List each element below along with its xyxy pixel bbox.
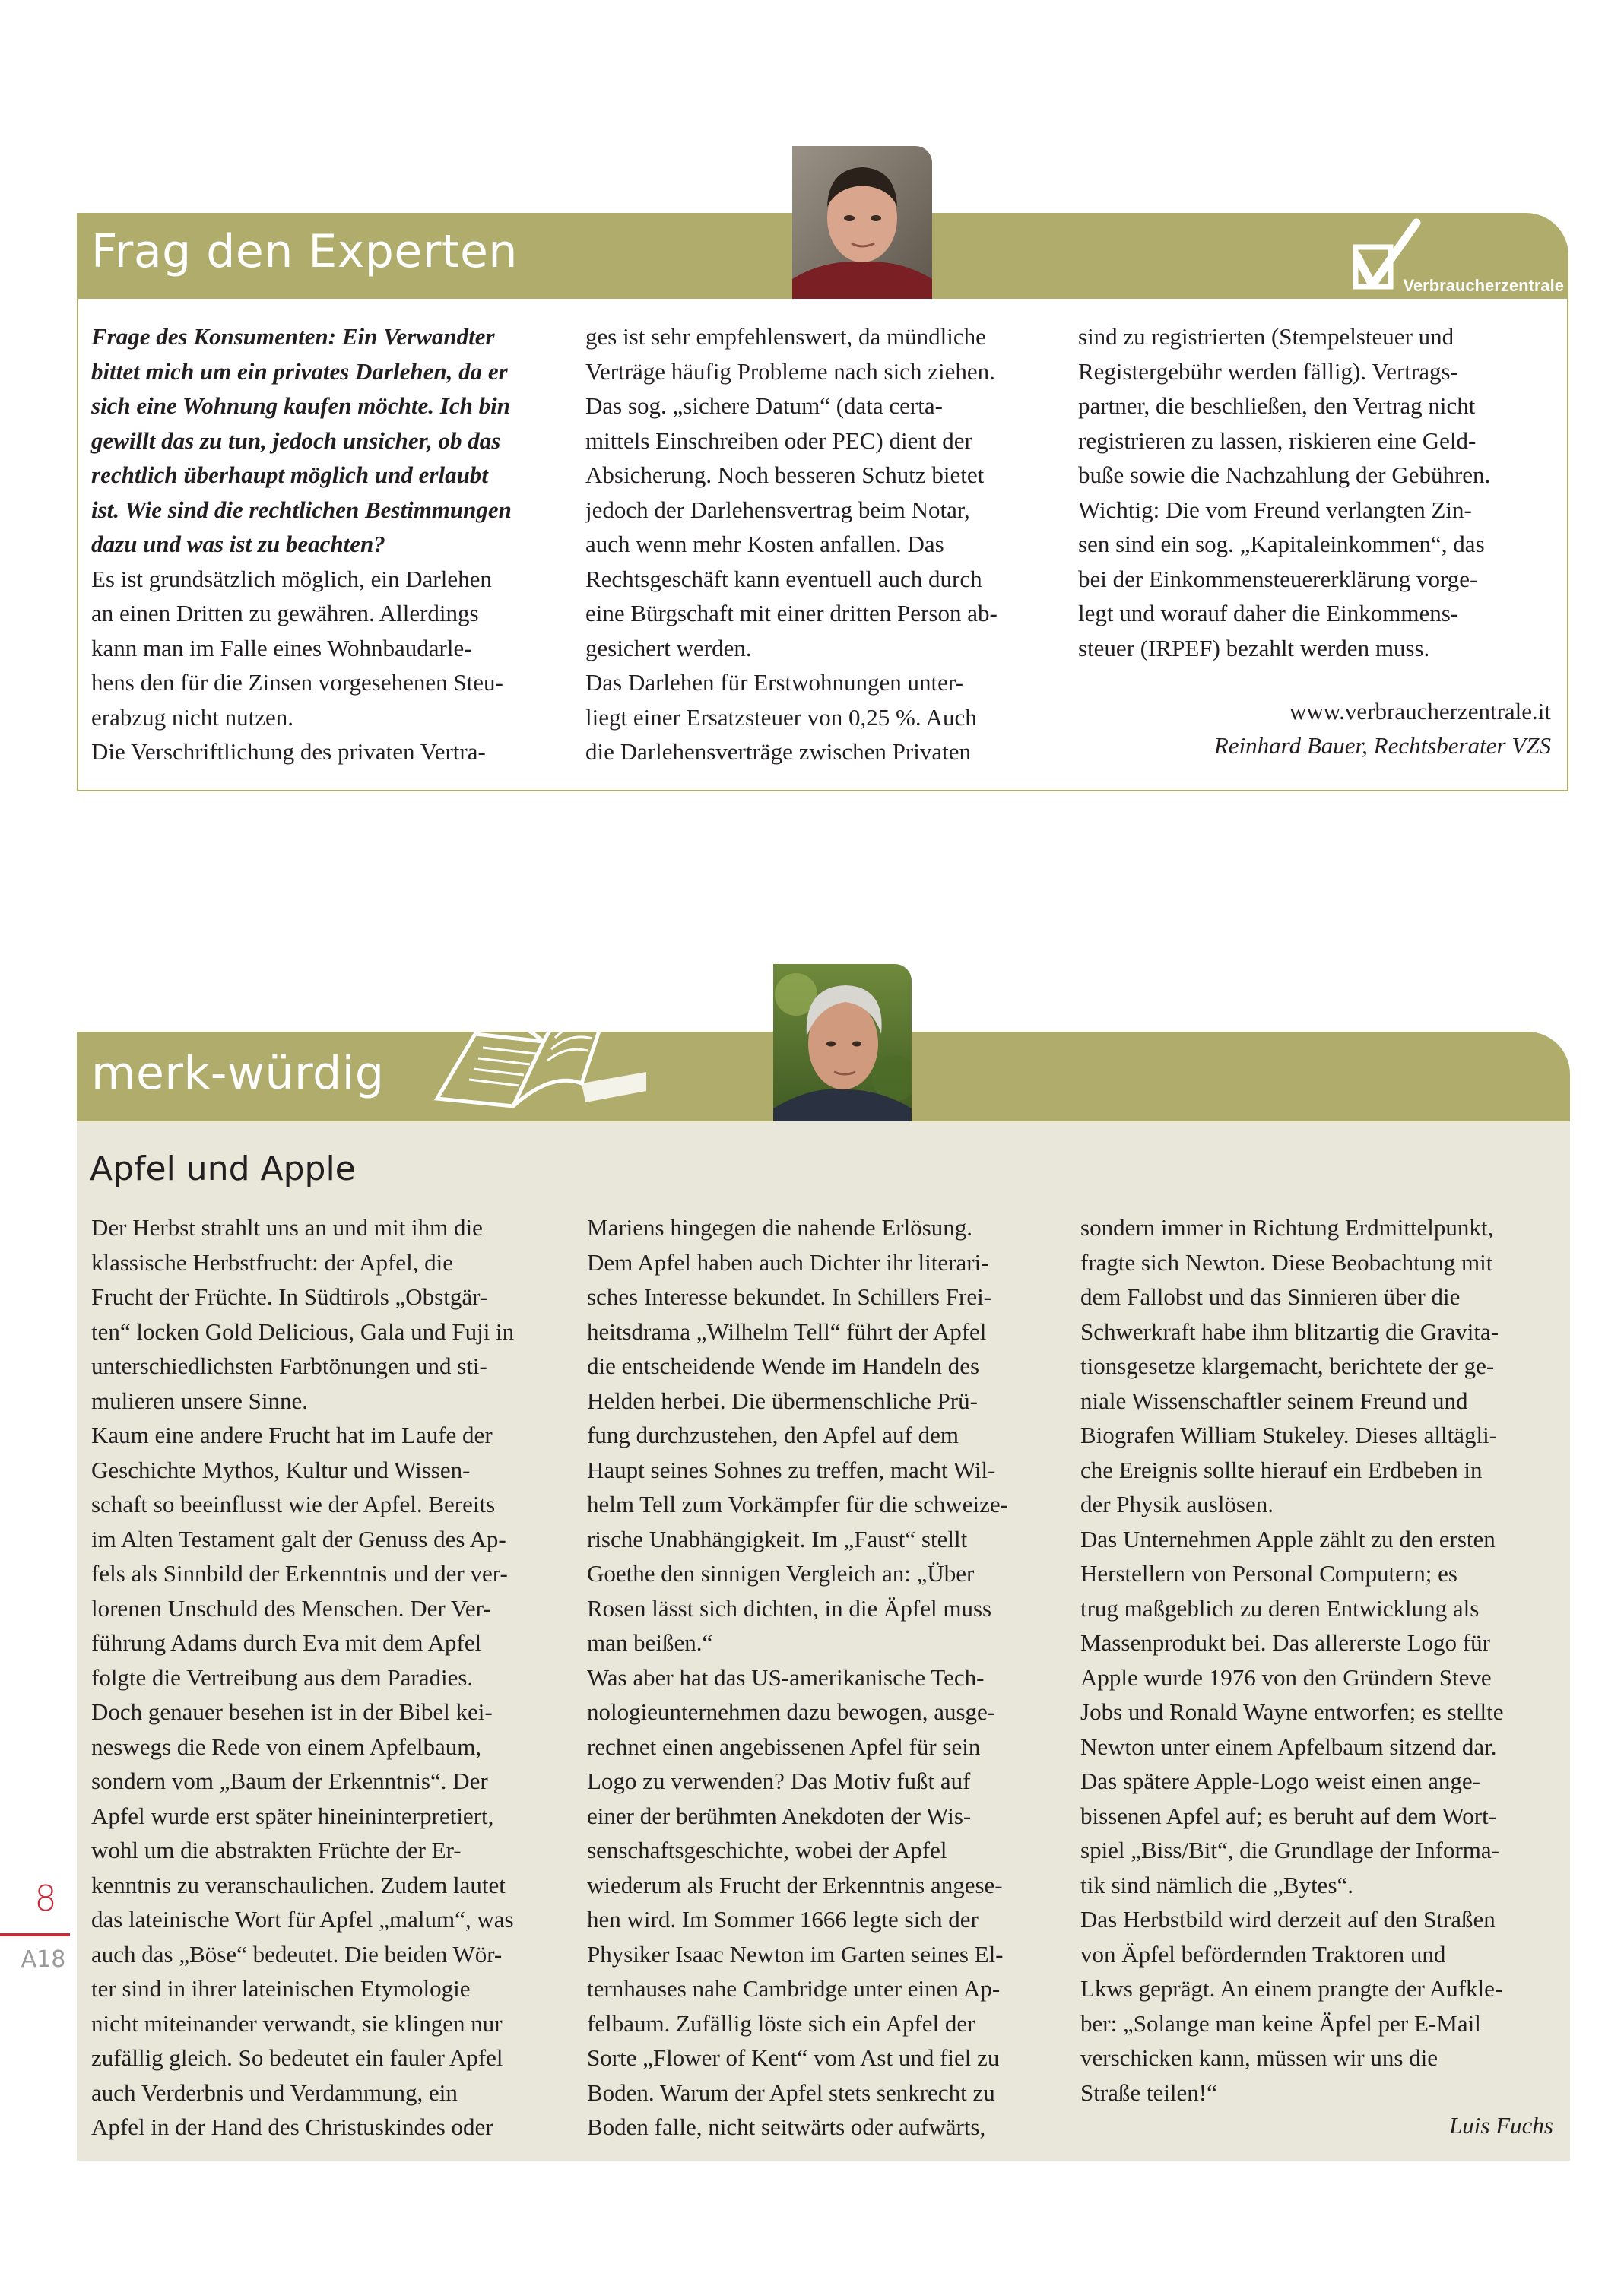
- text-line: sen sind ein sog. „Kapitaleinkommen“, das: [1078, 531, 1485, 557]
- text-line: Das Darlehen für Erstwohnungen unter-: [585, 669, 963, 696]
- text-line: sches Interesse bekundet. In Schillers Frei-: [587, 1283, 992, 1310]
- text-line: sind zu registrierten (Stempelsteuer und: [1078, 323, 1454, 350]
- text-line: bissenen Apfel auf; es beruht auf dem Wort-: [1080, 1802, 1497, 1829]
- author-photo: [773, 964, 912, 1122]
- text-line: auch das „Böse“ bedeutet. Die beiden Wör-: [91, 1940, 503, 1968]
- merk-column-3: [1080, 1210, 1504, 2110]
- text-line: Logo zu verwenden? Das Motiv fußt auf: [587, 1768, 971, 1794]
- text-line: bei der Einkommensteuererklärung vorge-: [1078, 565, 1478, 592]
- text-line: Geschichte Mythos, Kultur und Wissen-: [91, 1456, 471, 1483]
- text-line: jedoch der Darlehensvertrag beim Notar,: [585, 496, 970, 523]
- text-line: einer der berühmten Anekdoten der Wis-: [587, 1802, 972, 1829]
- text-line: dem Fallobst und das Sinnieren über die: [1080, 1283, 1461, 1310]
- text-line: Absicherung. Noch besseren Schutz bietet: [585, 461, 985, 488]
- text-line: Wichtig: Die vom Freund verlangten Zin-: [1078, 496, 1472, 523]
- text-line: Newton unter einem Apfelbaum sitzend dar.: [1080, 1733, 1497, 1760]
- open-book-icon: [430, 988, 654, 1110]
- text-line: Frage des Konsumenten: Ein Verwandter: [91, 323, 495, 350]
- text-line: sondern vom „Baum der Erkenntnis“. Der: [91, 1768, 488, 1794]
- text-line: Massenprodukt bei. Das allererste Logo für: [1080, 1629, 1490, 1656]
- expert-column-1: [91, 319, 512, 769]
- text-line: klassische Herbstfrucht: der Apfel, die: [91, 1248, 454, 1276]
- text-line: Apfel in der Hand des Christuskindes oder: [91, 2114, 493, 2140]
- page-number: 8: [34, 1878, 57, 1919]
- text-line: kenntnis zu veranschaulichen. Zudem lautet: [91, 1871, 506, 1898]
- text-line: die Darlehensverträge zwischen Privaten: [585, 738, 971, 765]
- text-line: schaft so beeinflusst wie der Apfel. Bereits: [91, 1491, 496, 1517]
- text-line: Kaum eine andere Frucht hat im Laufe der: [91, 1422, 493, 1448]
- text-line: auch wenn mehr Kosten anfallen. Das: [585, 531, 944, 557]
- text-line: spiel „Biss/Bit“, die Grundlage der Informa-: [1080, 1837, 1499, 1863]
- article-title: Apfel und Apple: [90, 1150, 356, 1188]
- text-line: Biografen William Stukeley. Dieses alltägli-: [1080, 1422, 1498, 1448]
- expert-author: Reinhard Bauer, Rechtsberater VZS: [1213, 732, 1551, 759]
- text-line: niale Wissenschaftler seinem Freund und: [1080, 1387, 1468, 1414]
- text-line: kann man im Falle eines Wohnbaudarle-: [91, 634, 472, 661]
- text-line: Rechtsgeschäft kann eventuell auch durch: [585, 565, 982, 592]
- text-line: gewillt das zu tun, jedoch unsicher, ob das: [91, 427, 501, 454]
- text-line: Das Unternehmen Apple zählt zu den ersten: [1080, 1525, 1496, 1552]
- text-line: Physiker Isaac Newton im Garten seines El-: [587, 1940, 1004, 1968]
- text-line: Die Verschriftlichung des privaten Vertra-: [91, 738, 486, 765]
- text-line: Lkws geprägt. An einem prangte der Aufkle-: [1080, 1975, 1503, 2002]
- text-line: nologieunternehmen dazu bewogen, ausge-: [587, 1698, 996, 1725]
- text-line: rische Unabhängigkeit. Im „Faust“ stellt: [587, 1525, 968, 1552]
- text-line: ternhauses nahe Cambridge unter einen Ap-: [587, 1975, 1001, 2002]
- text-line: ber: „Solange man keine Äpfel per E-Mail: [1080, 2009, 1481, 2037]
- text-line: zufällig gleich. So bedeutet ein fauler Apfel: [91, 2044, 503, 2071]
- text-line: Mariens hingegen die nahende Erlösung.: [587, 1214, 973, 1241]
- text-line: hens den für die Zinsen vorgesehenen Steu-: [91, 669, 503, 696]
- text-line: ter sind in ihrer lateinischen Etymologie: [91, 1975, 471, 2002]
- page-number-rule: [0, 1933, 70, 1936]
- text-line: trug maßgeblich zu deren Entwicklung als: [1080, 1594, 1480, 1622]
- text-line: Was aber hat das US-amerikanische Tech-: [587, 1663, 985, 1691]
- text-line: man beißen.“: [587, 1629, 713, 1656]
- text-line: Doch genauer besehen ist in der Bibel kei-: [91, 1698, 493, 1725]
- text-line: fung durchzustehen, den Apfel auf dem: [587, 1422, 959, 1448]
- text-line: Helden herbei. Die übermenschliche Prü-: [587, 1387, 978, 1414]
- text-line: auch Verderbnis und Verdammung, ein: [91, 2079, 458, 2106]
- expert-website: www.verbraucherzentrale.it: [1289, 698, 1551, 725]
- text-line: verschicken kann, müssen wir uns die: [1080, 2044, 1438, 2071]
- merk-column-1: [91, 1210, 514, 2145]
- text-line: buße sowie die Nachzahlung der Gebühren.: [1078, 461, 1491, 488]
- text-line: unterschiedlichsten Farbtönungen und sti-: [91, 1352, 487, 1379]
- text-line: tionsgesetze klargemacht, berichtete der ge-: [1080, 1352, 1495, 1379]
- text-line: rechnet einen angebissenen Apfel für sein: [587, 1733, 981, 1760]
- text-line: wohl um die abstrakten Früchte der Er-: [91, 1837, 462, 1863]
- text-line: che Ereignis sollte hierauf ein Erdbeben in: [1080, 1456, 1483, 1483]
- text-line: mulieren unsere Sinne.: [91, 1387, 308, 1414]
- text-line: Verträge häufig Probleme nach sich ziehen.: [585, 357, 995, 385]
- text-line: felbaum. Zufällig löste sich ein Apfel der: [587, 2009, 975, 2037]
- text-line: senschaftsgeschichte, wobei der Apfel: [587, 1837, 947, 1863]
- text-line: tik sind nämlich die „Bytes“.: [1080, 1871, 1354, 1898]
- text-line: Registergebühr werden fällig). Vertrags-: [1078, 357, 1458, 385]
- text-line: Apple wurde 1976 von den Gründern Steve: [1080, 1663, 1492, 1691]
- text-line: folgte die Vertreibung aus dem Paradies.: [91, 1663, 474, 1691]
- text-line: Schwerkraft habe ihm blitzartig die Gravita-: [1080, 1318, 1499, 1345]
- text-line: Boden falle, nicht seitwärts oder aufwärts,: [587, 2114, 986, 2140]
- text-line: neswegs die Rede von einem Apfelbaum,: [91, 1733, 482, 1760]
- text-line: Straße teilen!“: [1080, 2079, 1217, 2106]
- text-line: ten“ locken Gold Delicious, Gala und Fuji in: [91, 1318, 515, 1345]
- text-line: Es ist grundsätzlich möglich, ein Darlehen: [91, 565, 492, 592]
- merk-column-2: [587, 1210, 1008, 2145]
- text-line: Haupt seines Sohnes zu treffen, macht Wil-: [587, 1456, 996, 1483]
- text-line: dazu und was ist zu beachten?: [91, 531, 385, 557]
- expert-column-2: [585, 319, 998, 769]
- text-line: Boden. Warum der Apfel stets senkrecht zu: [587, 2079, 995, 2106]
- text-line: Goethe den sinnigen Vergleich an: „Über: [587, 1560, 975, 1587]
- text-line: Herstellern von Personal Computern; es: [1080, 1560, 1457, 1587]
- text-line: von Äpfel befördernden Traktoren und: [1080, 1940, 1446, 1968]
- text-line: Der Herbst strahlt uns an und mit ihm die: [91, 1214, 483, 1241]
- text-line: fels als Sinnbild der Erkenntnis und der ver-: [91, 1560, 508, 1587]
- text-line: wiederum als Frucht der Erkenntnis angese-: [587, 1871, 1003, 1898]
- text-line: ges ist sehr empfehlenswert, da mündliche: [585, 323, 986, 350]
- text-line: lorenen Unschuld des Menschen. Der Ver-: [91, 1594, 491, 1622]
- page-code: A18: [21, 1946, 66, 1973]
- text-line: liegt einer Ersatzsteuer von 0,25 %. Auch: [585, 703, 977, 731]
- text-line: steuer (IRPEF) bezahlt werden muss.: [1078, 634, 1430, 661]
- text-line: erabzug nicht nutzen.: [91, 703, 293, 731]
- expert-section-title: Frag den Experten: [91, 225, 518, 278]
- text-line: Apfel wurde erst später hineininterpretiert,: [91, 1802, 494, 1829]
- text-line: ist. Wie sind die rechtlichen Bestimmungen: [91, 496, 512, 523]
- text-line: nicht miteinander verwandt, sie klingen nur: [91, 2009, 503, 2037]
- text-line: sondern immer in Richtung Erdmittelpunkt,: [1080, 1214, 1494, 1241]
- text-line: rechtlich überhaupt möglich und erlaubt: [91, 461, 488, 488]
- text-line: Frucht der Früchte. In Südtirols „Obstgär-: [91, 1283, 488, 1310]
- text-line: Rosen lässt sich dichten, in die Äpfel muss: [587, 1594, 992, 1622]
- text-line: die entscheidende Wende im Handeln des: [587, 1352, 980, 1379]
- text-line: Das sog. „sichere Datum“ (data certa-: [585, 392, 943, 419]
- text-line: Sorte „Flower of Kent“ vom Ast und fiel zu: [587, 2044, 1000, 2071]
- text-line: sich eine Wohnung kaufen möchte. Ich bin: [91, 392, 510, 419]
- text-line: mittels Einschreiben oder PEC) dient der: [585, 427, 972, 454]
- merk-section-title: merk-würdig: [91, 1047, 385, 1100]
- text-line: partner, die beschließen, den Vertrag nicht: [1078, 392, 1476, 419]
- text-line: fragte sich Newton. Diese Beobachtung mit: [1080, 1248, 1493, 1276]
- text-line: bittet mich um ein privates Darlehen, da er: [91, 357, 508, 385]
- expert-column-3: [1078, 319, 1490, 665]
- text-line: der Physik auslösen.: [1080, 1491, 1274, 1517]
- text-line: Das spätere Apple-Logo weist einen ange-: [1080, 1768, 1480, 1794]
- text-line: eine Bürgschaft mit einer dritten Person ab-: [585, 600, 998, 626]
- text-line: registrieren zu lassen, riskieren eine Geld-: [1078, 427, 1477, 454]
- expert-photo: [792, 146, 932, 299]
- text-line: hen wird. Im Sommer 1666 legte sich der: [587, 1906, 979, 1933]
- verbraucherzentrale-logo-text: Verbraucherzentrale: [1403, 276, 1564, 295]
- text-line: führung Adams durch Eva mit dem Apfel: [91, 1629, 482, 1656]
- text-line: gesichert werden.: [585, 634, 752, 661]
- text-line: Dem Apfel haben auch Dichter ihr literari-: [587, 1248, 989, 1276]
- text-line: Das Herbstbild wird derzeit auf den Straßen: [1080, 1906, 1496, 1933]
- text-line: helm Tell zum Vorkämpfer für die schweize-: [587, 1491, 1008, 1517]
- text-line: legt und worauf daher die Einkommens-: [1078, 600, 1459, 626]
- text-line: das lateinische Wort für Apfel „malum“, was: [91, 1906, 514, 1933]
- text-line: im Alten Testament galt der Genuss des Ap-: [91, 1525, 506, 1552]
- merk-author: Luis Fuchs: [1449, 2112, 1553, 2139]
- text-line: Jobs und Ronald Wayne entworfen; es stellte: [1080, 1698, 1504, 1725]
- text-line: heitsdrama „Wilhelm Tell“ führt der Apfel: [587, 1318, 987, 1345]
- text-line: an einen Dritten zu gewähren. Allerdings: [91, 600, 479, 626]
- verbraucherzentrale-logo: [1325, 217, 1564, 300]
